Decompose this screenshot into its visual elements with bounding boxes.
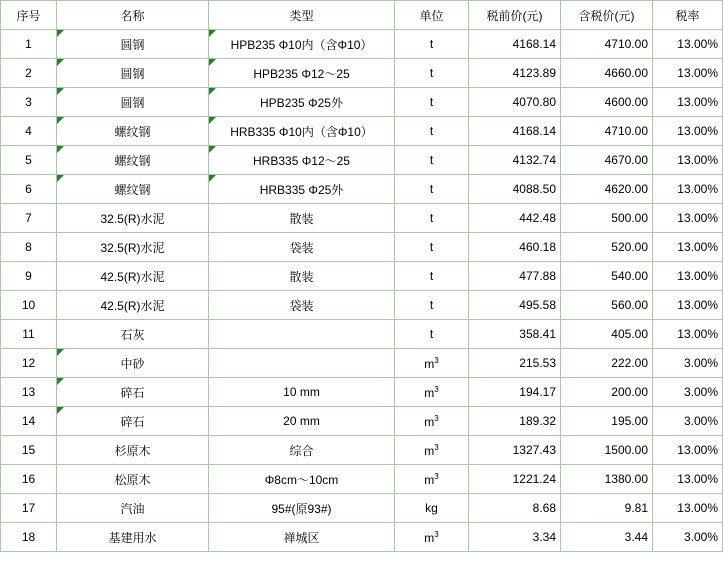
cell-name: 碎石 (57, 378, 209, 407)
cell-unit: $m^3$ (395, 407, 469, 436)
cell-unit: t (395, 59, 469, 88)
cell-taxed-price: 195.00 (561, 407, 653, 436)
cell-type: HRB335 Φ25外 (209, 175, 395, 204)
table-row (1, 146, 723, 175)
cell-pretax-price: 8.68 (469, 494, 561, 523)
table-row (1, 291, 723, 320)
cell-pretax-price: 189.32 (469, 407, 561, 436)
cell-pretax-price: 358.41 (469, 320, 561, 349)
cell-tax-rate: 13.00% (653, 262, 723, 291)
table-row (1, 30, 723, 59)
cell-seq: 5 (1, 146, 57, 175)
cell-name: 42.5(R)水泥 (57, 291, 209, 320)
cell-unit: $m^3$ (395, 523, 469, 552)
cell-pretax-price: 215.53 (469, 349, 561, 378)
column-header-unit: 单位 (395, 1, 469, 30)
cell-type: HRB335 Φ10内（含Φ10） (209, 117, 395, 146)
column-header-type: 类型 (209, 1, 395, 30)
table-row (1, 233, 723, 262)
cell-pretax-price: 460.18 (469, 233, 561, 262)
cell-unit: $m^3$ (395, 436, 469, 465)
cell-taxed-price: 9.81 (561, 494, 653, 523)
cell-pretax-price: 1327.43 (469, 436, 561, 465)
cell-type: HPB235 Φ25外 (209, 88, 395, 117)
cell-pretax-price: 3.34 (469, 523, 561, 552)
cell-seq: 6 (1, 175, 57, 204)
table-row (1, 465, 723, 494)
cell-tax-rate: 3.00% (653, 378, 723, 407)
cell-taxed-price: 222.00 (561, 349, 653, 378)
table-row (1, 523, 723, 552)
table-row (1, 378, 723, 407)
cell-tax-rate: 3.00% (653, 523, 723, 552)
cell-name: 螺纹钢 (57, 117, 209, 146)
cell-name: 松原木 (57, 465, 209, 494)
cell-seq: 11 (1, 320, 57, 349)
cell-seq: 15 (1, 436, 57, 465)
cell-pretax-price: 495.58 (469, 291, 561, 320)
cell-tax-rate: 13.00% (653, 233, 723, 262)
cell-tax-rate: 13.00% (653, 88, 723, 117)
cell-tax-rate: 13.00% (653, 494, 723, 523)
cell-taxed-price: 500.00 (561, 204, 653, 233)
cell-unit: t (395, 88, 469, 117)
cell-pretax-price: 4088.50 (469, 175, 561, 204)
cell-type: 禅城区 (209, 523, 395, 552)
cell-type (209, 349, 395, 378)
table-row (1, 117, 723, 146)
cell-seq: 7 (1, 204, 57, 233)
cell-unit: $m^3$ (395, 378, 469, 407)
cell-tax-rate: 13.00% (653, 30, 723, 59)
cell-seq: 9 (1, 262, 57, 291)
cell-seq: 8 (1, 233, 57, 262)
cell-taxed-price: 4620.00 (561, 175, 653, 204)
column-header-name: 名称 (57, 1, 209, 30)
cell-taxed-price: 1500.00 (561, 436, 653, 465)
cell-seq: 16 (1, 465, 57, 494)
cell-unit: t (395, 175, 469, 204)
cell-name: 圆钢 (57, 88, 209, 117)
cell-type: 散装 (209, 262, 395, 291)
cell-unit: kg (395, 494, 469, 523)
cell-pretax-price: 4070.80 (469, 88, 561, 117)
table-body (1, 30, 723, 552)
table-row (1, 175, 723, 204)
cell-type: HPB235 Φ12～25 (209, 59, 395, 88)
table-header (1, 1, 723, 30)
cell-pretax-price: 4123.89 (469, 59, 561, 88)
cell-name: 汽油 (57, 494, 209, 523)
cell-tax-rate: 13.00% (653, 436, 723, 465)
cell-type: 综合 (209, 436, 395, 465)
cell-name: 螺纹钢 (57, 175, 209, 204)
table-row (1, 320, 723, 349)
cell-unit: t (395, 30, 469, 59)
cell-name: 中砂 (57, 349, 209, 378)
table-row (1, 494, 723, 523)
cell-seq: 10 (1, 291, 57, 320)
cell-tax-rate: 13.00% (653, 291, 723, 320)
cell-name: 螺纹钢 (57, 146, 209, 175)
table-row (1, 436, 723, 465)
table-row (1, 88, 723, 117)
cell-name: 42.5(R)水泥 (57, 262, 209, 291)
cell-type: HPB235 Φ10内（含Φ10） (209, 30, 395, 59)
cell-unit: $m^3$ (395, 349, 469, 378)
table-row (1, 204, 723, 233)
cell-seq: 12 (1, 349, 57, 378)
cell-name: 圆钢 (57, 59, 209, 88)
cell-seq: 3 (1, 88, 57, 117)
cell-type: 袋装 (209, 291, 395, 320)
cell-taxed-price: 1380.00 (561, 465, 653, 494)
cell-pretax-price: 442.48 (469, 204, 561, 233)
cell-unit: t (395, 204, 469, 233)
cell-name: 碎石 (57, 407, 209, 436)
cell-taxed-price: 520.00 (561, 233, 653, 262)
cell-tax-rate: 13.00% (653, 320, 723, 349)
cell-unit: t (395, 117, 469, 146)
cell-name: 基建用水 (57, 523, 209, 552)
cell-pretax-price: 477.88 (469, 262, 561, 291)
cell-taxed-price: 3.44 (561, 523, 653, 552)
cell-type: HRB335 Φ12～25 (209, 146, 395, 175)
cell-unit: t (395, 233, 469, 262)
cell-taxed-price: 540.00 (561, 262, 653, 291)
cell-seq: 4 (1, 117, 57, 146)
cell-seq: 14 (1, 407, 57, 436)
cell-tax-rate: 13.00% (653, 175, 723, 204)
cell-tax-rate: 13.00% (653, 465, 723, 494)
table-row (1, 59, 723, 88)
cell-taxed-price: 405.00 (561, 320, 653, 349)
cell-pretax-price: 4168.14 (469, 30, 561, 59)
column-header-tax-rate: 税率 (653, 1, 723, 30)
cell-taxed-price: 4670.00 (561, 146, 653, 175)
cell-seq: 2 (1, 59, 57, 88)
column-header-pretax-price: 税前价(元) (469, 1, 561, 30)
cell-unit: t (395, 320, 469, 349)
cell-taxed-price: 4710.00 (561, 30, 653, 59)
table-row (1, 407, 723, 436)
cell-pretax-price: 4132.74 (469, 146, 561, 175)
cell-pretax-price: 1221.24 (469, 465, 561, 494)
cell-pretax-price: 194.17 (469, 378, 561, 407)
cell-taxed-price: 200.00 (561, 378, 653, 407)
cell-taxed-price: 4710.00 (561, 117, 653, 146)
cell-tax-rate: 13.00% (653, 59, 723, 88)
cell-type: 袋装 (209, 233, 395, 262)
column-header-seq: 序号 (1, 1, 57, 30)
cell-type: 散装 (209, 204, 395, 233)
cell-tax-rate: 3.00% (653, 407, 723, 436)
cell-name: 杉原木 (57, 436, 209, 465)
cell-type: 20 mm (209, 407, 395, 436)
cell-name: 圆钢 (57, 30, 209, 59)
cell-type: 95#(原93#) (209, 494, 395, 523)
cell-taxed-price: 560.00 (561, 291, 653, 320)
cell-seq: 18 (1, 523, 57, 552)
cell-seq: 1 (1, 30, 57, 59)
column-header-taxed-price: 含税价(元) (561, 1, 653, 30)
cell-unit: t (395, 262, 469, 291)
cell-unit: $m^3$ (395, 465, 469, 494)
cell-type: 10 mm (209, 378, 395, 407)
cell-tax-rate: 3.00% (653, 349, 723, 378)
cell-seq: 17 (1, 494, 57, 523)
cell-pretax-price: 4168.14 (469, 117, 561, 146)
cell-name: 石灰 (57, 320, 209, 349)
cell-type (209, 320, 395, 349)
cell-tax-rate: 13.00% (653, 204, 723, 233)
cell-unit: t (395, 146, 469, 175)
cell-taxed-price: 4600.00 (561, 88, 653, 117)
cell-name: 32.5(R)水泥 (57, 204, 209, 233)
cell-seq: 13 (1, 378, 57, 407)
cell-name: 32.5(R)水泥 (57, 233, 209, 262)
table-header-row (1, 1, 723, 30)
cell-taxed-price: 4660.00 (561, 59, 653, 88)
cell-tax-rate: 13.00% (653, 146, 723, 175)
cell-type: Φ8cm～10cm (209, 465, 395, 494)
table-row (1, 262, 723, 291)
cell-tax-rate: 13.00% (653, 117, 723, 146)
cell-unit: t (395, 291, 469, 320)
table-row (1, 349, 723, 378)
